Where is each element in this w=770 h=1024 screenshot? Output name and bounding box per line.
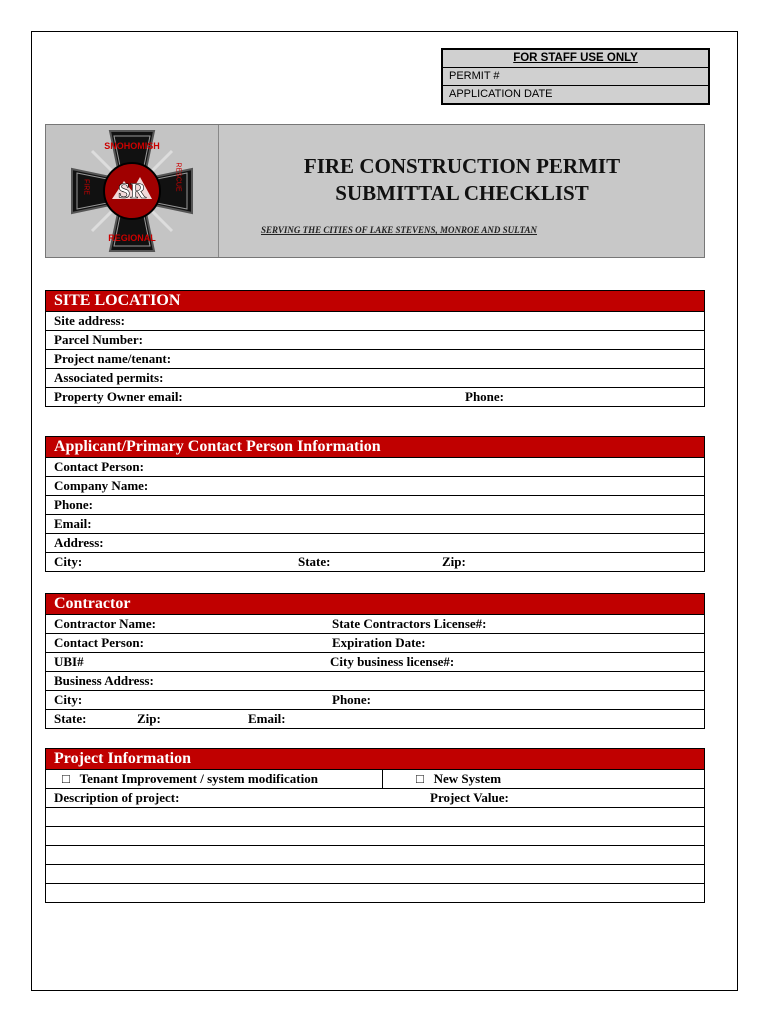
contractor-phone-label: Phone: [332, 692, 371, 707]
site-location-section [45, 290, 705, 407]
applicant-phone-label: Phone: [54, 497, 93, 512]
contractor-section [45, 593, 705, 729]
associated-permits-label: Associated permits: [54, 370, 164, 385]
checkbox-icon: □ [62, 771, 70, 786]
staff-use-box [441, 48, 710, 105]
project-type-row [46, 770, 704, 789]
company-name-field[interactable] [46, 477, 704, 496]
applicant-phone-field[interactable] [46, 496, 704, 515]
contractor-email-label: Email: [248, 711, 286, 726]
application-date-field[interactable]: APPLICATION DATE [443, 85, 708, 103]
applicant-zip-label: Zip: [442, 554, 466, 569]
applicant-state-label: State: [298, 554, 331, 569]
new-system-checkbox[interactable] [416, 770, 501, 788]
ubi-field[interactable] [46, 653, 704, 672]
project-section [45, 748, 705, 903]
parcel-number-field[interactable] [46, 331, 704, 350]
description-line[interactable] [46, 808, 704, 827]
company-name-label: Company Name: [54, 478, 149, 493]
site-location-heading: SITE LOCATION [46, 291, 704, 312]
expiration-date-label: Expiration Date: [332, 635, 426, 650]
description-line[interactable] [46, 865, 704, 884]
contractor-name-field[interactable] [46, 615, 704, 634]
tenant-improvement-checkbox[interactable] [62, 770, 318, 788]
project-value-label: Project Value: [430, 790, 509, 805]
page-title [218, 153, 706, 207]
contractor-state-label: State: [54, 711, 87, 726]
contractor-contact-label: Contact Person: [54, 635, 144, 650]
project-name-label: Project name/tenant: [54, 351, 172, 366]
applicant-section [45, 436, 705, 572]
business-address-label: Business Address: [54, 673, 154, 688]
city-license-label: City business license#: [330, 654, 455, 669]
contractor-city-label: City: [54, 692, 83, 707]
owner-phone-label: Phone: [465, 389, 504, 404]
state-license-label: State Contractors License#: [332, 616, 487, 631]
applicant-email-field[interactable] [46, 515, 704, 534]
form-page [31, 31, 738, 991]
contractor-state-field[interactable] [46, 710, 704, 728]
owner-email-label: Property Owner email: [54, 389, 183, 404]
site-address-field[interactable] [46, 312, 704, 331]
parcel-number-label: Parcel Number: [54, 332, 143, 347]
applicant-heading: Applicant/Primary Contact Person Information [46, 437, 704, 458]
owner-email-field[interactable] [46, 388, 704, 406]
contractor-heading: Contractor [46, 594, 704, 615]
title-line-1: FIRE CONSTRUCTION PERMIT [303, 154, 621, 178]
permit-number-field[interactable]: PERMIT # [443, 67, 708, 85]
contractor-contact-field[interactable] [46, 634, 704, 653]
applicant-city-field[interactable] [46, 553, 704, 571]
new-system-label: New System [433, 771, 502, 786]
project-description-label: Description of project: [54, 790, 180, 805]
project-heading: Project Information [46, 749, 704, 770]
contractor-zip-label: Zip: [137, 711, 161, 726]
logo-left-text: FIRE [82, 179, 90, 195]
project-name-field[interactable] [46, 350, 704, 369]
description-line[interactable] [46, 846, 704, 865]
checkbox-divider [382, 770, 383, 788]
contractor-name-label: Contractor Name: [54, 616, 156, 631]
ubi-label: UBI# [54, 654, 84, 669]
title-line-2: SUBMITTAL CHECKLIST [335, 181, 589, 205]
applicant-contact-field[interactable] [46, 458, 704, 477]
staff-use-heading: FOR STAFF USE ONLY [513, 52, 638, 64]
business-address-field[interactable] [46, 672, 704, 691]
logo-panel [46, 125, 219, 257]
site-address-label: Site address: [54, 313, 125, 328]
applicant-address-field[interactable] [46, 534, 704, 553]
header-banner [45, 124, 705, 258]
project-description-field[interactable] [46, 789, 704, 808]
associated-permits-field[interactable] [46, 369, 704, 388]
applicant-address-label: Address: [54, 535, 104, 550]
checkbox-icon: □ [416, 771, 424, 786]
logo-monogram: SR [117, 178, 147, 203]
description-line[interactable] [46, 827, 704, 846]
logo-right-text: RESCUE [174, 162, 182, 192]
tenant-improvement-label: Tenant Improvement / system modification [79, 771, 318, 786]
fire-department-logo [46, 125, 218, 257]
applicant-city-label: City: [54, 554, 83, 569]
logo-top-text: SNOHOMISH [104, 141, 160, 151]
contractor-city-field[interactable] [46, 691, 704, 710]
serving-cities-text: SERVING THE CITIES OF LAKE STEVENS, MONROE AND SULTAN [261, 225, 537, 235]
logo-bottom-text: REGIONAL [108, 233, 156, 243]
applicant-contact-label: Contact Person: [54, 459, 144, 474]
description-line[interactable] [46, 884, 704, 902]
applicant-email-label: Email: [54, 516, 92, 531]
